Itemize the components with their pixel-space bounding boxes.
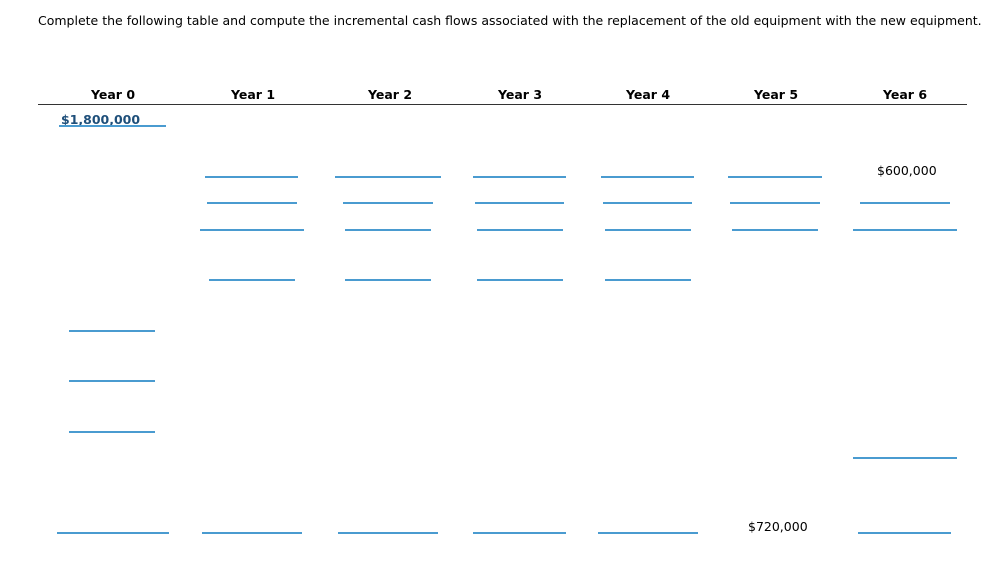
header-year-5: Year 5	[753, 87, 799, 102]
year6-row9-input[interactable]	[853, 457, 957, 459]
header-year-6: Year 6	[882, 87, 928, 102]
year4-row5-input[interactable]	[605, 279, 691, 281]
header-year-2: Year 2	[367, 87, 413, 102]
year4-row4-input[interactable]	[605, 229, 691, 231]
year2-row3-input[interactable]	[343, 202, 433, 204]
year1-row2-input[interactable]	[205, 176, 298, 178]
year3-row5-input[interactable]	[477, 279, 563, 281]
year2-row5-input[interactable]	[345, 279, 431, 281]
header-rule	[38, 104, 967, 105]
year0-row7-input[interactable]	[69, 380, 155, 382]
year3-total-input[interactable]	[473, 532, 566, 534]
header-year-4: Year 4	[625, 87, 671, 102]
year2-row2-input[interactable]	[335, 176, 441, 178]
year5-row3-input[interactable]	[730, 202, 820, 204]
instruction-text: Complete the following table and compute the incremental cash flows associated with the replacement of the old equipment with the new equipment.	[38, 13, 982, 28]
header-year-1: Year 1	[230, 87, 276, 102]
year6-total-input[interactable]	[858, 532, 951, 534]
year5-row4-input[interactable]	[732, 229, 818, 231]
year0-row1-input[interactable]	[59, 125, 166, 127]
year1-row4-input[interactable]	[200, 229, 304, 231]
year4-row3-input[interactable]	[603, 202, 692, 204]
year6-row4-input[interactable]	[853, 229, 957, 231]
year3-row3-input[interactable]	[475, 202, 564, 204]
year2-total-input[interactable]	[338, 532, 438, 534]
year1-total-input[interactable]	[202, 532, 302, 534]
year0-total-input[interactable]	[57, 532, 169, 534]
year5-row2-input[interactable]	[728, 176, 822, 178]
year1-row3-input[interactable]	[207, 202, 297, 204]
header-year-0: Year 0	[90, 87, 136, 102]
year4-row2-input[interactable]	[601, 176, 694, 178]
year0-row6-input[interactable]	[69, 330, 155, 332]
year1-row5-input[interactable]	[209, 279, 295, 281]
year0-row8-input[interactable]	[69, 431, 155, 433]
header-year-3: Year 3	[497, 87, 543, 102]
year3-row2-input[interactable]	[473, 176, 566, 178]
year2-row4-input[interactable]	[345, 229, 431, 231]
year6-value-600000: $600,000	[877, 163, 937, 178]
year6-row3-input[interactable]	[860, 202, 950, 204]
year4-total-input[interactable]	[598, 532, 698, 534]
year0-initial-value: $1,800,000	[61, 112, 141, 127]
year5-value-720000: $720,000	[748, 519, 808, 534]
year3-row4-input[interactable]	[477, 229, 563, 231]
